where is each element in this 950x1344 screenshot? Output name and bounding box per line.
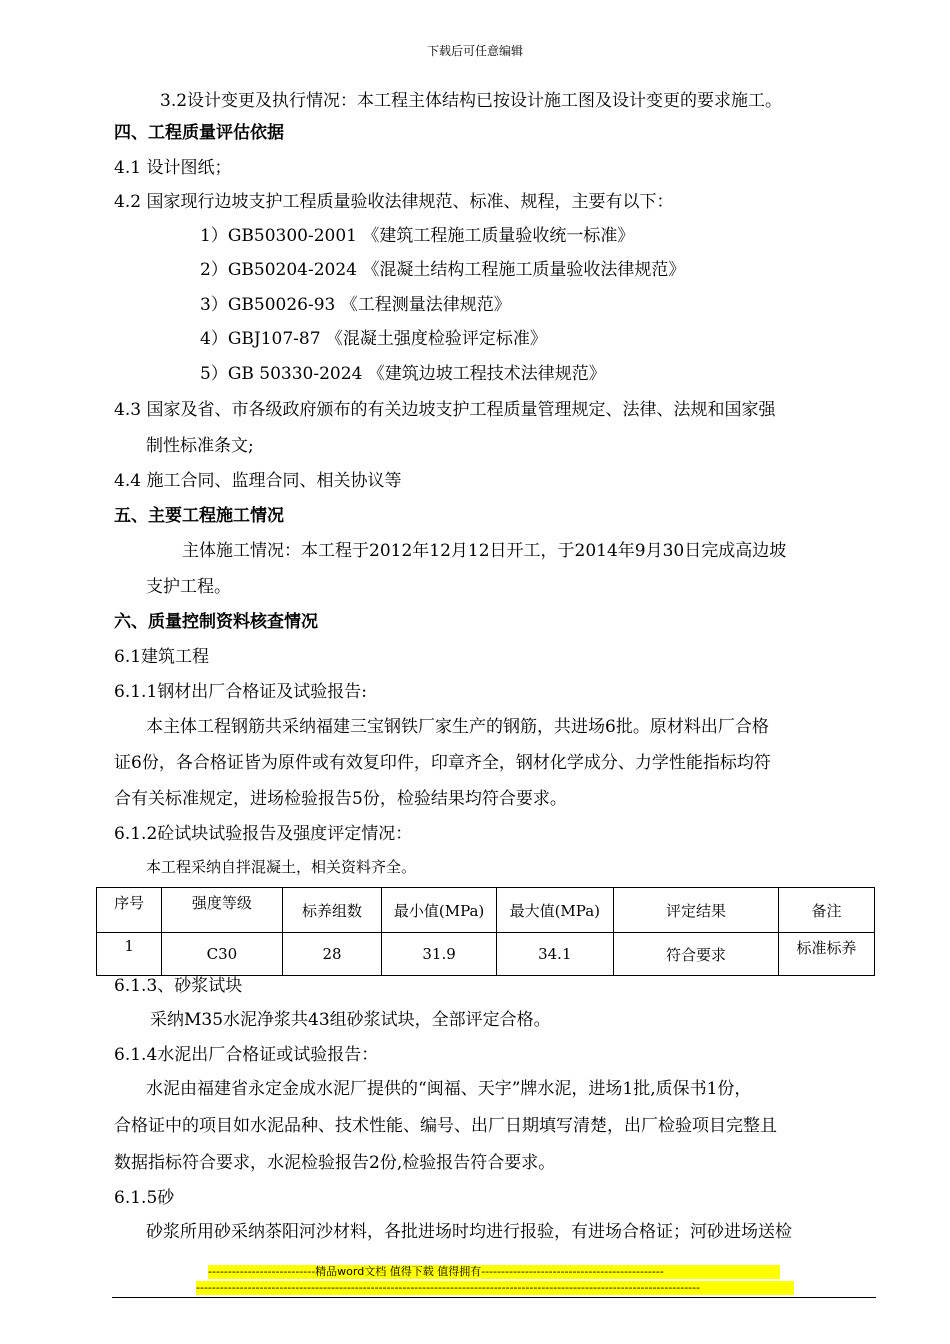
table-header-cell: 强度等级 [162,888,282,933]
table-cell: 标准标养 [779,933,875,976]
subsection-6-1-4: 6.1.4水泥出厂合格证或试验报告： [114,1045,379,1065]
steel-paragraph-line3: 合有关标准规定，进场检验报告5份，检验结果均符合要求。 [114,789,567,809]
table-header-cell: 序号 [97,888,162,933]
section-heading-5: 五、主要工程施工情况 [114,506,284,526]
standard-item-4: 4）GBJ107-87 《混凝土强度检验评定标准》 [200,329,547,349]
subsection-6-1-3: 6.1.3、砂浆试块 [114,976,243,996]
section-heading-4: 四、工程质量评估依据 [114,123,284,143]
steel-paragraph-line1: 本主体工程钢筋共采纳福建三宝钢铁厂家生产的钢筋，共进场6批。原材料出厂合格 [146,717,769,737]
table-header-row [97,888,875,933]
paragraph-3-2: 3.2设计变更及执行情况：本工程主体结构已按设计施工图及设计变更的要求施工。 [160,91,783,111]
subsection-6-1-5: 6.1.5砂 [114,1188,175,1208]
table-header-cell: 最大值(MPa) [496,888,613,933]
concrete-note: 本工程采纳自拌混凝土，相关资料齐全。 [146,858,417,876]
sand-paragraph: 砂浆所用砂采纳茶阳河沙材料，各批进场时均进行报验，有进场合格证；河砂进场送检 [146,1222,792,1242]
construction-paragraph-cont: 支护工程。 [146,577,231,597]
table-cell: 28 [282,933,382,976]
concrete-strength-table [96,887,875,976]
cement-paragraph-line2: 合格证中的项目如水泥品种、技术性能、编号、出厂日期填写清楚，出厂检验项目完整且 [114,1116,777,1136]
item-4-1: 4.1 设计图纸； [114,158,232,178]
table-header-cell: 评定结果 [613,888,778,933]
table-header-cell: 最小值(MPa) [382,888,496,933]
construction-paragraph: 主体施工情况：本工程于2012年12月12日开工，于2014年9月30日完成高边坡 [182,541,787,561]
cement-paragraph-line3: 数据指标符合要求，水泥检验报告2份,检验报告符合要求。 [114,1153,556,1173]
table-cell: 31.9 [382,933,496,976]
subsection-6-1-1: 6.1.1钢材出厂合格证及试验报告: [114,682,367,702]
footer-watermark-line1: ---------------------------精品word文档 值得下载 值得拥有---------------------------------------------- [208,1265,780,1279]
table-cell: 1 [97,933,162,976]
cement-paragraph-line1: 水泥由福建省永定金成水泥厂提供的“闽福、天宇”牌水泥，进场1批,质保书1份， [146,1079,752,1099]
table-row [97,933,875,976]
section-heading-6: 六、质量控制资料核查情况 [114,612,318,632]
standard-item-3: 3）GB50026-93 《工程测量法律规范》 [200,295,511,315]
standard-item-1: 1）GB50300-2001 《建筑工程施工质量验收统一标准》 [200,226,635,246]
footer-divider [112,1297,876,1298]
table-header-cell: 备注 [779,888,875,933]
item-4-3: 4.3 国家及省、市各级政府颁布的有关边坡支护工程质量管理规定、法律、法规和国家强 [114,400,776,420]
footer-watermark-line2: ------------------------------------------------------------------------------------------------------------------------------- [196,1281,794,1295]
standard-item-5: 5）GB 50330-2024 《建筑边坡工程技术法律规范》 [200,364,606,384]
steel-paragraph-line2: 证6份，各合格证皆为原件或有效复印件，印章齐全，钢材化学成分、力学性能指标均符 [114,753,771,773]
subsection-6-1-2: 6.1.2砼试块试验报告及强度评定情况： [114,824,413,844]
mortar-paragraph: 采纳M35水泥净浆共43组砂浆试块，全部评定合格。 [150,1010,551,1030]
page-header: 下载后可任意编辑 [426,44,523,58]
item-4-3-cont: 制性标准条文; [146,436,254,456]
standard-item-2: 2）GB50204-2024 《混凝土结构工程施工质量验收法律规范》 [200,260,686,280]
item-4-2: 4.2 国家现行边坡支护工程质量验收法律规范、标准、规程，主要有以下： [114,192,674,212]
table-cell: 符合要求 [613,933,778,976]
table-cell: C30 [162,933,282,976]
subsection-6-1: 6.1建筑工程 [114,647,210,667]
table-cell: 34.1 [496,933,613,976]
table-header-cell: 标养组数 [282,888,382,933]
item-4-4: 4.4 施工合同、监理合同、相关协议等 [114,471,402,491]
